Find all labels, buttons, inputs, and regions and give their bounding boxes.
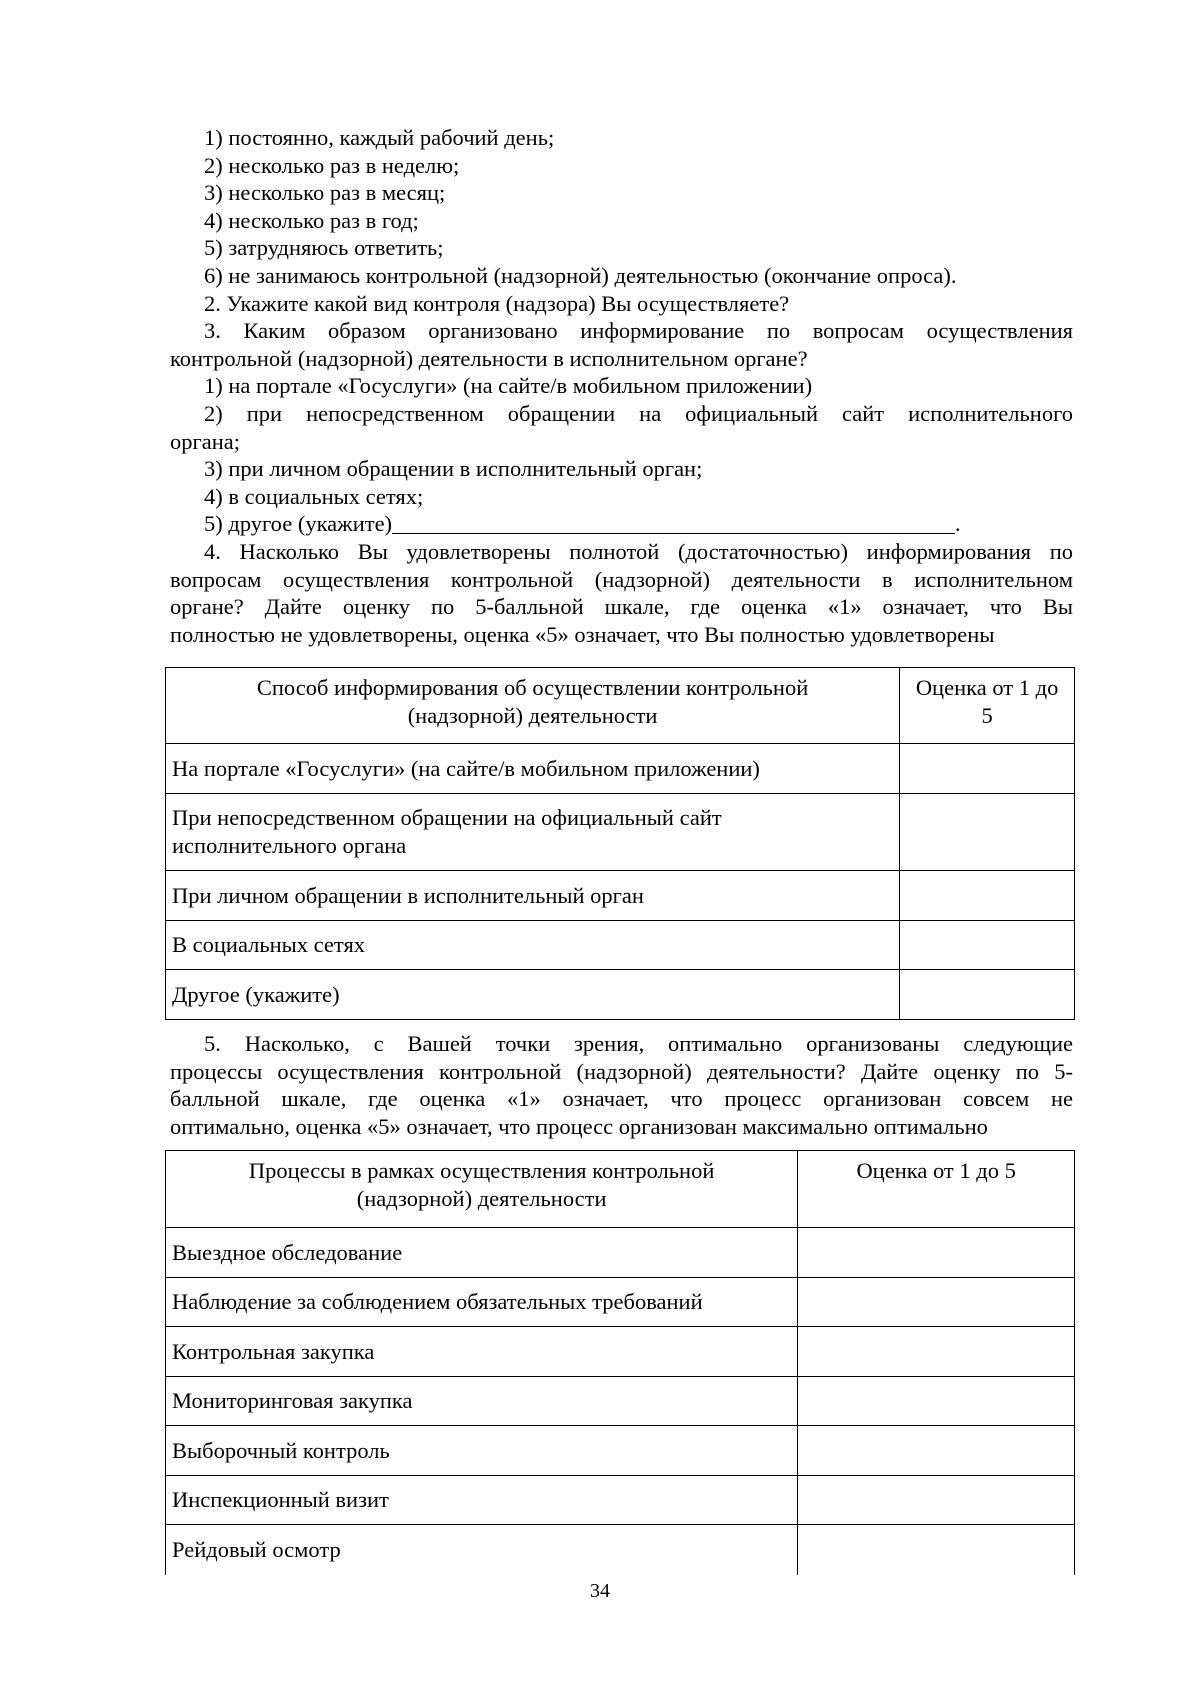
answer-option: 1) на портале «Госуслуги» (на сайте/в мобильном приложении)	[204, 373, 813, 399]
table-row	[166, 1426, 1075, 1476]
score-cell[interactable]	[798, 1228, 1075, 1278]
question-5-line: 5. Насколько, с Вашей точки зрения, оптимально организованы следующие	[204, 1031, 1073, 1056]
row-label: При непосредственном обращении на официальный сайт исполнительного органа	[166, 794, 900, 871]
table-row	[166, 794, 1075, 871]
answer-option: 1) постоянно, каждый рабочий день;	[204, 125, 555, 150]
score-cell[interactable]	[798, 1426, 1075, 1476]
table-row	[166, 921, 1075, 970]
table-header-row	[166, 668, 1075, 744]
row-label: Инспекционный визит	[166, 1476, 798, 1525]
question-5-line: процессы осуществления контрольной (надзорной) деятельности? Дайте оценку по 5-	[170, 1058, 1073, 1084]
row-label: При личном обращении в исполнительный орган	[166, 871, 900, 921]
header-method: Способ информирования об осуществлении контрольной (надзорной) деятельности	[166, 668, 900, 744]
question-3-line: 3. Каким образом организовано информирование по вопросам осуществления	[204, 318, 1073, 344]
row-label: Контрольная закупка	[166, 1327, 798, 1377]
header-score: Оценка от 1 до 5	[798, 1151, 1075, 1228]
score-cell[interactable]	[798, 1327, 1075, 1377]
answer-option: 4) несколько раз в год;	[204, 207, 419, 233]
question-3-line: контрольной (надзорной) деятельности в исполнительном органе?	[170, 345, 808, 371]
row-label: Выборочный контроль	[166, 1426, 798, 1476]
row-label: Мониторинговая закупка	[166, 1377, 798, 1426]
score-cell[interactable]	[798, 1377, 1075, 1426]
row-label: Выездное обследование	[166, 1228, 798, 1278]
answer-option: 6) не занимаюсь контрольной (надзорной) деятельностью (окончание опроса).	[204, 262, 957, 288]
table-row	[166, 1525, 1075, 1575]
period: .	[955, 511, 961, 537]
row-label: В социальных сетях	[166, 921, 900, 970]
score-cell[interactable]	[900, 871, 1075, 921]
question-4-line: вопросам осуществления контрольной (надзорной) деятельности в исполнительном	[170, 566, 1073, 592]
question-5-line: балльной шкале, где оценка «1» означает, что процесс организован совсем не	[170, 1086, 1073, 1112]
table-row	[166, 1377, 1075, 1426]
page-number: 34	[590, 1580, 610, 1602]
other-label: 5) другое (укажите)	[204, 511, 393, 537]
score-cell[interactable]	[798, 1525, 1075, 1575]
question-2: 2. Укажите какой вид контроля (надзора) Вы осуществляете?	[204, 290, 790, 316]
score-cell[interactable]	[900, 970, 1075, 1020]
table-header-row	[166, 1151, 1075, 1228]
survey-text	[170, 124, 1073, 648]
answer-option: 5) затрудняюсь ответить;	[204, 235, 444, 261]
table-row	[166, 1228, 1075, 1278]
fill-in-blank[interactable]	[392, 511, 955, 534]
score-cell[interactable]	[900, 794, 1075, 871]
answer-option: 2) несколько раз в неделю;	[204, 152, 460, 178]
answer-option-other	[170, 510, 1073, 538]
question-4-line: полностью не удовлетворены, оценка «5» означает, что Вы полностью удовлетворены	[170, 621, 995, 647]
header-score: Оценка от 1 до 5	[900, 668, 1075, 744]
row-label: На портале «Госуслуги» (на сайте/в мобильном приложении)	[166, 744, 900, 794]
score-cell[interactable]	[798, 1476, 1075, 1525]
table-row	[166, 1327, 1075, 1377]
answer-option: 2) при непосредственном обращении на официальный сайт исполнительного	[204, 400, 1073, 426]
row-label: Другое (укажите)	[166, 970, 900, 1020]
row-label: Наблюдение за соблюдением обязательных требований	[166, 1278, 798, 1327]
table-row	[166, 1278, 1075, 1327]
answer-option: 4) в социальных сетях;	[204, 483, 424, 509]
score-cell[interactable]	[900, 744, 1075, 794]
score-cell[interactable]	[900, 921, 1075, 970]
table-row	[166, 1476, 1075, 1525]
rating-table-processes	[165, 1150, 1075, 1575]
question-4-line: 4. Насколько Вы удовлетворены полнотой (достаточностью) информирования по	[204, 538, 1073, 564]
answer-option: 3) при личном обращении в исполнительный орган;	[204, 456, 703, 482]
header-process: Процессы в рамках осуществления контрольной (надзорной) деятельности	[166, 1151, 798, 1228]
table-row	[166, 970, 1075, 1020]
score-cell[interactable]	[798, 1278, 1075, 1327]
table-row	[166, 871, 1075, 921]
row-label: Рейдовый осмотр	[166, 1525, 798, 1575]
question-5-text	[170, 1030, 1073, 1140]
question-5-line: оптимально, оценка «5» означает, что процесс организован максимально оптимально	[170, 1113, 988, 1139]
answer-option: 3) несколько раз в месяц;	[204, 180, 446, 206]
rating-table-informing	[165, 667, 1075, 1020]
question-4-line: органе? Дайте оценку по 5-балльной шкале, где оценка «1» означает, что Вы	[170, 594, 1073, 620]
table-row	[166, 744, 1075, 794]
answer-option: органа;	[170, 428, 240, 454]
